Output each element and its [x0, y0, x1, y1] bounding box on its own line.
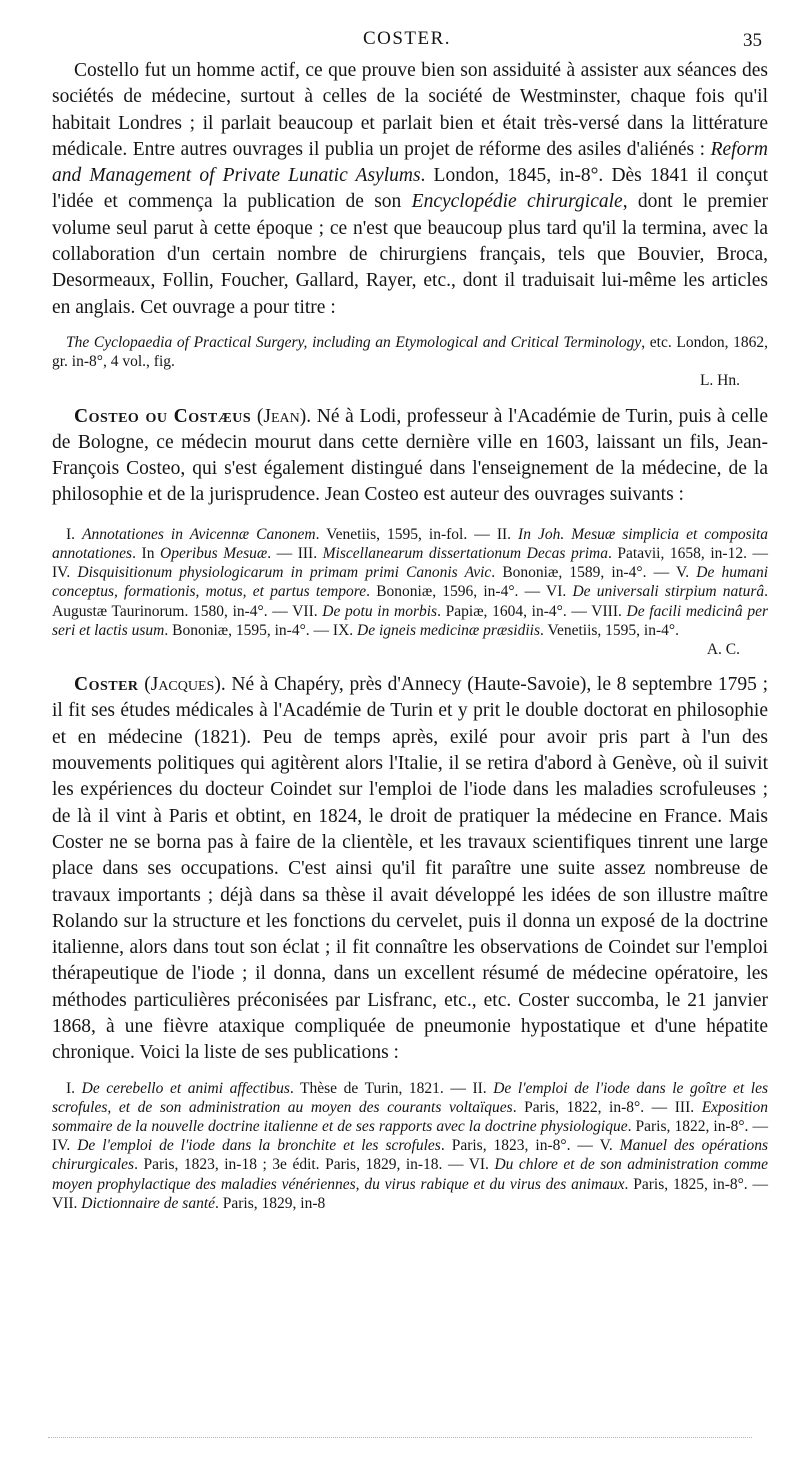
costello-reform-title: Reform and Management of Private Lunatic Asylums — [52, 138, 768, 187]
costeo-work-7-title: De potu in morbis — [322, 602, 438, 620]
coster-work-2-number: II. — [472, 1079, 494, 1097]
costello-encyclopedie-title: Encyclopédie chirurgicale — [411, 191, 623, 213]
costeo-work-1-title: Annotationes in Avicennæ Canonem — [82, 525, 316, 543]
costeo-work-3-number: III. — [297, 544, 323, 562]
costeo-work-2-title: In Joh. Mesuæ simplicia et composita annotationes — [52, 525, 769, 562]
coster-work-3-details: . Paris, 1822, in-8°. — — [627, 1118, 768, 1136]
coster-work-4-details: . Paris, 1823, in-8°. — — [440, 1137, 600, 1155]
costello-text-part-2: . London, 1845, in-8°. Dès 1841 il conçut l'idée et commença la publication de son — [52, 165, 768, 213]
costeo-entry-paragraph — [52, 404, 768, 509]
coster-work-6-title: Du chlore et de son administration comme moyen prophylactique des maladies vénériennes, du virus rabique et du virus des animaux — [52, 1156, 769, 1193]
cyclopaedia-title: The Cyclopaedia of Practical Surgery, including an Etymological and Critical Terminology — [66, 333, 642, 351]
costello-cyclopaedia-note — [52, 333, 768, 391]
coster-work-3-number: III. — [674, 1098, 702, 1116]
costello-text-part-3: , dont le premier volume seul parut à cette époque ; ce n'est que beaucoup plus tard qu'il la termina, avec la collaboration d'un certain nombre de chirurgiens français, tels que Bouvier, Broca, Desormeaux, Follin, Foucher, Gallard, Rayer, etc., dont il traduisait lui-même les articles en anglais. Cet ouvrage a pour titre : — [52, 191, 768, 318]
coster-work-6-details: . Paris, 1825, in-8°. — — [624, 1175, 768, 1193]
coster-bibliography — [52, 1079, 768, 1213]
coster-work-5-title: Manuel des opérations chirurgicales — [52, 1137, 768, 1174]
costeo-work-2-details: . In — [132, 544, 161, 562]
coster-work-2-title: De l'emploi de l'iode dans le goître et les scrofules, et de son administration au moyen des courants voltaïques — [52, 1079, 769, 1116]
coster-work-1-details: . Thèse de Turin, 1821. — — [289, 1079, 473, 1097]
costeo-author-signature: A. C. — [706, 640, 740, 658]
coster-work-7-number: VII. — [52, 1194, 82, 1212]
costeo-work-2b-details: . — — [267, 544, 298, 562]
coster-forename: (Jacques). — [144, 674, 226, 696]
coster-work-1-title: De cerebello et animi affectibus — [81, 1079, 290, 1097]
coster-work-1-number: I. — [66, 1079, 82, 1097]
coster-work-5-number: V. — [599, 1137, 620, 1155]
costeo-work-8-details: . Bononiæ, 1595, in-4°. — — [164, 621, 333, 639]
costeo-work-9-details: . Venetiis, 1595, in-4°. — [540, 621, 679, 639]
coster-headword: Coster — [74, 674, 139, 696]
coster-work-2-details: . Paris, 1822, in-8°. — — [512, 1098, 675, 1116]
costeo-bibliography — [52, 525, 768, 659]
costello-continuation-paragraph — [52, 58, 768, 321]
costeo-work-9-number: IX. — [332, 621, 358, 639]
coster-work-7-title: Dictionnaire de santé — [81, 1194, 216, 1212]
costeo-work-5-title: De humani conceptus, formationis, motus, et partus tempore — [52, 564, 769, 601]
running-title: COSTER. — [362, 28, 452, 49]
costeo-work-8-number: VIII. — [591, 602, 627, 620]
costeo-work-3-title: Miscellanearum dissertationum Decas prima — [322, 544, 608, 562]
costeo-biography: Né à Lodi, professeur à l'Académie de Turin, puis à celle de Bologne, ce médecin mourut dans cette dernière ville en 1603, laissant un fils, Jean-François Costeo, qui s'est également distingué dans l'enseignement de la médecine, de la philosophie et de la jurisprudence. Jean Costeo est auteur des ouvrages suivants : — [52, 405, 768, 506]
coster-work-7-details: . Paris, 1829, in-8 — [215, 1194, 326, 1212]
page-text — [52, 58, 768, 1213]
costello-text-part-1: Costello fut un homme actif, ce que prouve bien son assiduité à assister aux séances des sociétés de médecine, surtout à celles de la société de Westminster, chaque fois qu'il habitait Londres ; il parlait beaucoup et parlait bien et était très-versé dans la littérature médicale. Entre autres ouvrages il publia un projet de réforme des asiles d'aliénés : — [52, 60, 768, 160]
page-bottom-dotted-rule — [48, 1437, 752, 1438]
coster-work-4-number: IV. — [52, 1137, 78, 1155]
costeo-work-6-number: VI. — [546, 583, 573, 601]
costeo-work-7-number: VII. — [292, 602, 323, 620]
coster-biography: Né à Chapéry, près d'Annecy (Haute-Savoie), le 8 septembre 1795 ; il fit ses études médicales à l'Académie de Turin et y prit le double doctorat en philosophie et en médecine (1821). Peu de temps après, exilé pour avoir pris part à l'un des mouvements politiques qui agitèrent alors l'Italie, il se retira d'abord à Genève, où il suivit les expériences du docteur Coindet sur l'emploi de l'iode dans les maladies scrofuleuses ; de là il vint à Paris et obtint, en 1824, le droit de pratiquer la médecine en France. Mais Coster ne se borna pas à faire de la clientèle, et les travaux scientifiques tinrent une large place dans ses occupations. C'est ainsi qu'il fit paraître une suite assez nombreuse de travaux importants ; déjà dans sa thèse il avait développé les idées de son illustre maître Rolando sur la structure et les fonctions du cervelet, puis il donna un exposé de la doctrine italienne, alors dans tout son éclat ; il fit connaître les observations de Coindet sur l'emploi thérapeutique de l'iode ; il donna, dans un excellent résumé de médecine opératoire, les méthodes particulières préconisées par Lisfranc, etc., etc. Coster succomba, le 21 janvier 1868, à une fièvre ataxique compliquée de pneumonie hypostatique et d'une hépatite chronique. Voici la liste de ses publications : — [52, 674, 768, 1064]
costeo-work-6-title: De universali stirpium naturâ — [572, 583, 765, 601]
coster-work-6-number: VI. — [468, 1156, 495, 1174]
coster-work-5-details: . Paris, 1823, in-18 ; 3e édit. Paris, 1829, in-18. — — [134, 1156, 469, 1174]
costeo-work-5-number: V. — [676, 564, 697, 582]
costeo-work-4-number: IV. — [52, 564, 78, 582]
cyclopaedia-details: , etc. London, 1862, gr. in-8°, 4 vol., fig. — [52, 333, 768, 371]
costeo-work-8-title: De facili medicinâ per seri et lactis usum — [52, 602, 768, 639]
coster-work-3-title: Exposition sommaire de la nouvelle doctrine italienne et de ses rapports avec la doctrine physiologique — [52, 1098, 768, 1136]
costeo-work-3-details: . Patavii, 1658, in-12. — — [607, 544, 769, 562]
costeo-work-6-details: . Augustæ Taurinorum. 1580, in-4°. — — [52, 583, 769, 620]
coster-work-4-title: De l'emploi de l'iode dans la bronchite et les scrofules — [77, 1137, 441, 1155]
costeo-headword: Costeo ou Costæus — [74, 405, 252, 427]
costeo-work-7-details: . Papiæ, 1604, in-4°. — — [437, 602, 592, 620]
costeo-work-2-number: II. — [496, 525, 519, 543]
costeo-work-5-details: . Bononiæ, 1596, in-4°. — — [366, 583, 547, 601]
costeo-work-1-details: . Venetiis, 1595, in-fol. — — [315, 525, 497, 543]
page-number: 35 — [743, 30, 762, 51]
coster-entry-paragraph — [52, 672, 768, 1066]
costeo-work-1-number: I. — [66, 525, 83, 543]
running-header — [52, 28, 762, 56]
costeo-forename: (Jean). — [256, 405, 312, 427]
costeo-work-9-title: De igneis medicinæ præsidiis — [357, 621, 540, 639]
costeo-work-4-details: . Bononiæ, 1589, in-4°. — — [491, 564, 677, 582]
costello-author-signature: L. Hn. — [699, 372, 740, 390]
costeo-work-4-title: Disquisitionum physiologicarum in primam primi Canonis Avic — [77, 564, 492, 582]
costeo-work-2b-title: Operibus Mesuæ — [160, 544, 268, 562]
